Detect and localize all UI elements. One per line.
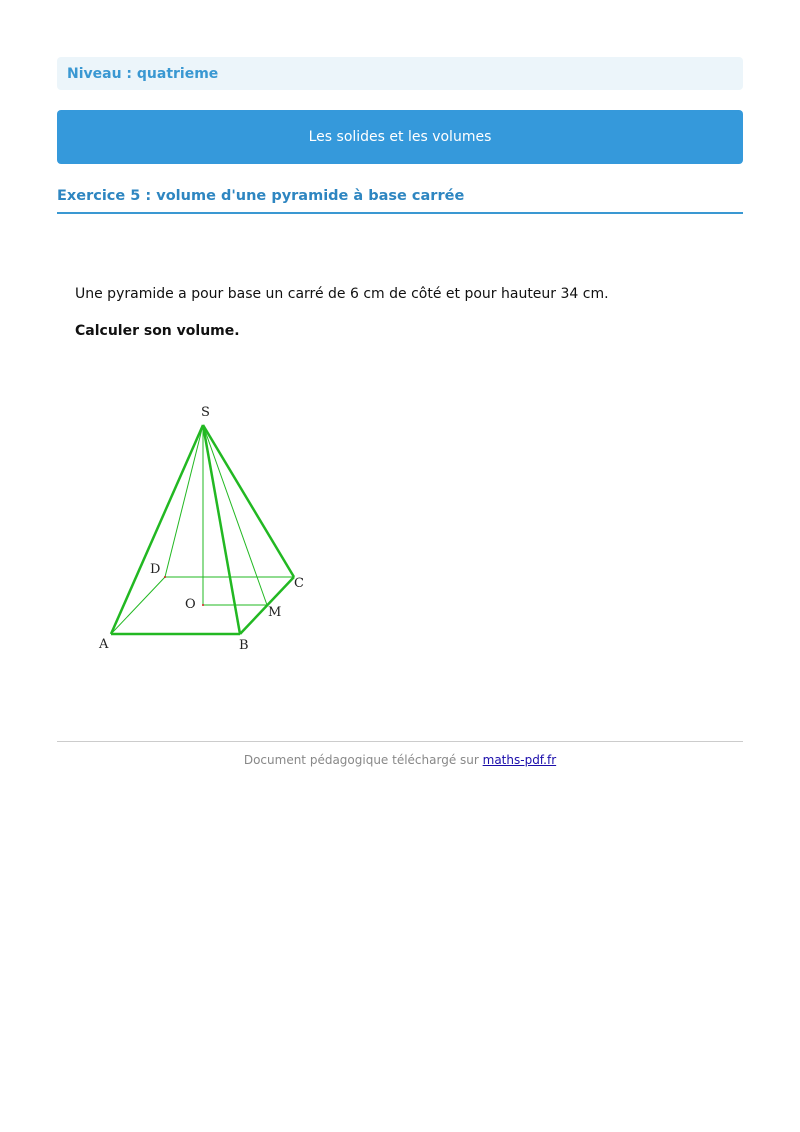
level-label: Niveau : quatrieme	[67, 65, 219, 82]
point-o-marker	[202, 604, 204, 606]
label-a: A	[99, 637, 109, 652]
label-o: O	[185, 597, 196, 612]
footer	[57, 753, 743, 767]
footer-link[interactable]: maths-pdf.fr	[482, 753, 557, 767]
level-box	[57, 57, 743, 90]
point-d-marker	[164, 576, 166, 578]
footer-divider	[57, 741, 743, 742]
label-d: D	[150, 562, 161, 577]
exercise-statement: Une pyramide a pour base un carré de 6 cm de côté et pour hauteur 34 cm.	[75, 286, 609, 302]
label-s: S	[201, 405, 210, 420]
chapter-title: Les solides et les volumes	[308, 129, 492, 145]
edge-a-d	[111, 577, 165, 634]
label-b: B	[239, 638, 249, 653]
exercise-heading	[57, 185, 743, 214]
pyramid-figure	[90, 395, 320, 660]
footer-text: Document pédagogique téléchargé sur	[243, 753, 483, 767]
label-m: M	[268, 605, 282, 620]
chapter-banner	[57, 110, 743, 164]
label-c: C	[294, 576, 304, 591]
exercise-question: Calculer son volume.	[75, 323, 240, 339]
exercise-title: Exercice 5 : volume d'une pyramide à base carrée	[57, 188, 465, 204]
